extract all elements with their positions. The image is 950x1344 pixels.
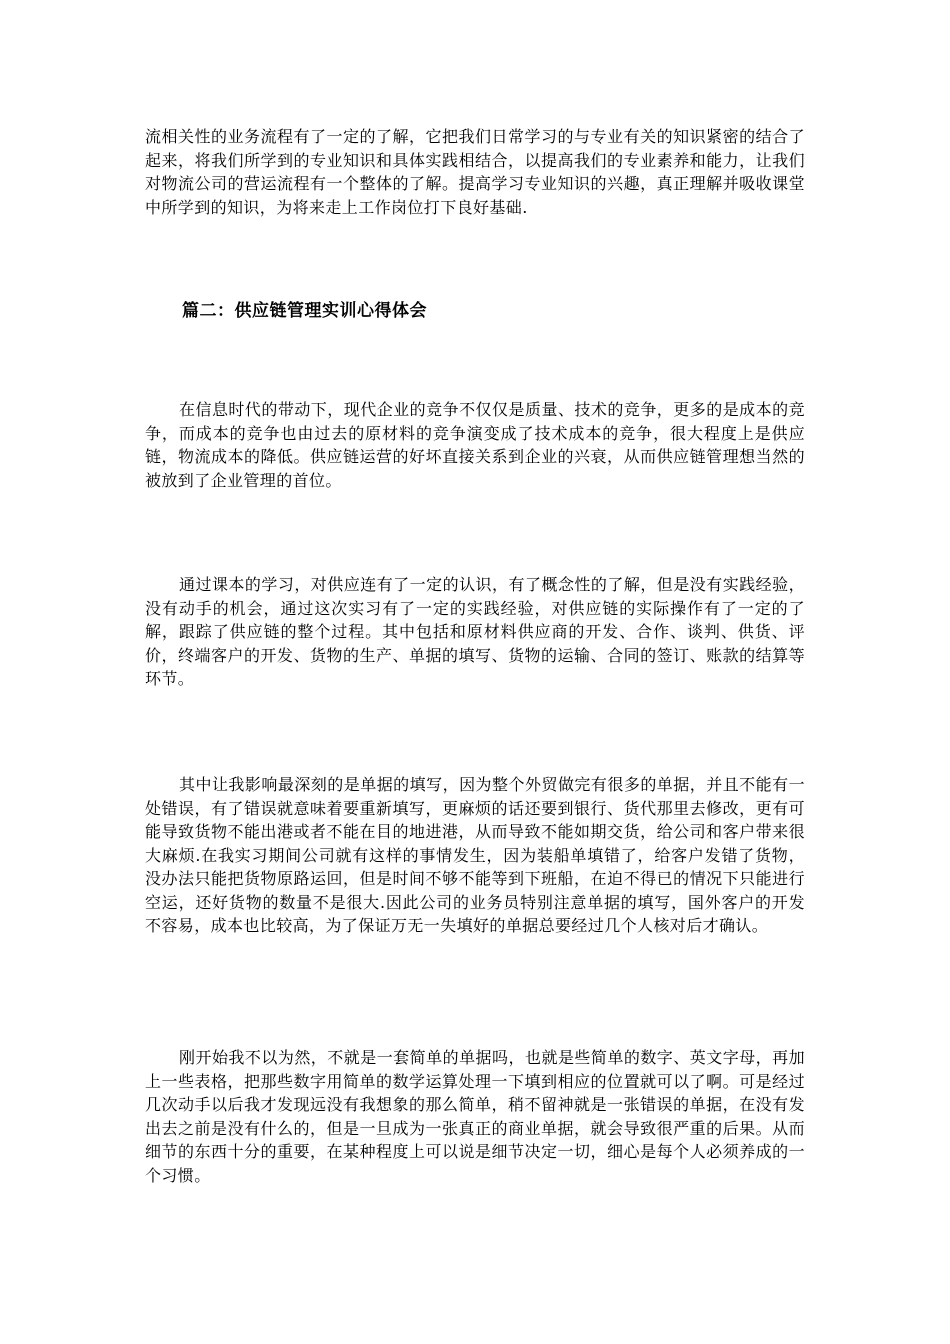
body-paragraph-4: 刚开始我不以为然，不就是一套简单的单据吗，也就是些简单的数字、英文字母，再加上一些表格，把那些数字用简单的数学运算处理一下填到相应的位置就可以了啊。可是经过几次动手以后我才发现远没有我想象的那么简单，稍不留神就是一张错误的单据，在没有发出去之前是没有什么的，但是一旦成为一张真正的商业单据，就会导致很严重的后果。从而细节的东西十分的重要，在某种程度上可以说是细节决定一切，细心是每个人必须养成的一个习惯。: [145, 1048, 805, 1185]
body-paragraph-1: 在信息时代的带动下，现代企业的竞争不仅仅是质量、技术的竞争，更多的是成本的竞争，而成本的竞争也由过去的原材料的竞争演变成了技术成本的竞争，很大程度上是供应链，物流成本的降低。供应链运营的好坏直接关系到企业的兴衰，从而供应链管理想当然的被放到了企业管理的首位。: [145, 400, 805, 490]
intro-paragraph: 流相关性的业务流程有了一定的了解，它把我们日常学习的与专业有关的知识紧密的结合了起来，将我们所学到的专业知识和具体实践相结合，以提高我们的专业素养和能力，让我们对物流公司的营运流程有一个整体的了解。提高学习专业知识的兴趣，真正理解并吸收课堂中所学到的知识，为将来走上工作岗位打下良好基础.: [145, 127, 805, 217]
section-heading: 篇二：供应链管理实训心得体会: [182, 301, 427, 321]
body-paragraph-3: 其中让我影响最深刻的是单据的填写，因为整个外贸做完有很多的单据，并且不能有一处错误，有了错误就意味着要重新填写，更麻烦的话还要到银行、货代那里去修改，更有可能导致货物不能出港或者不能在目的地进港，从而导致不能如期交货，给公司和客户带来很大麻烦.在我实习期间公司就有这样的事情发生，因为装船单填错了，给客户发错了货物，没办法只能把货物原路运回，但是时间不够不能等到下班船，在迫不得已的情况下只能进行空运，还好货物的数量不是很大.因此公司的业务员特别注意单据的填写，国外客户的开发不容易，成本也比较高，为了保证万无一失填好的单据总要经过几个人核对后才确认。: [145, 775, 805, 935]
body-paragraph-2: 通过课本的学习，对供应连有了一定的认识，有了概念性的了解，但是没有实践经验，没有动手的机会，通过这次实习有了一定的实践经验，对供应链的实际操作有了一定的了解，跟踪了供应链的整个过程。其中包括和原材料供应商的开发、合作、谈判、供货、评价，终端客户的开发、货物的生产、单据的填写、货物的运输、合同的签订、账款的结算等环节。: [145, 575, 805, 688]
